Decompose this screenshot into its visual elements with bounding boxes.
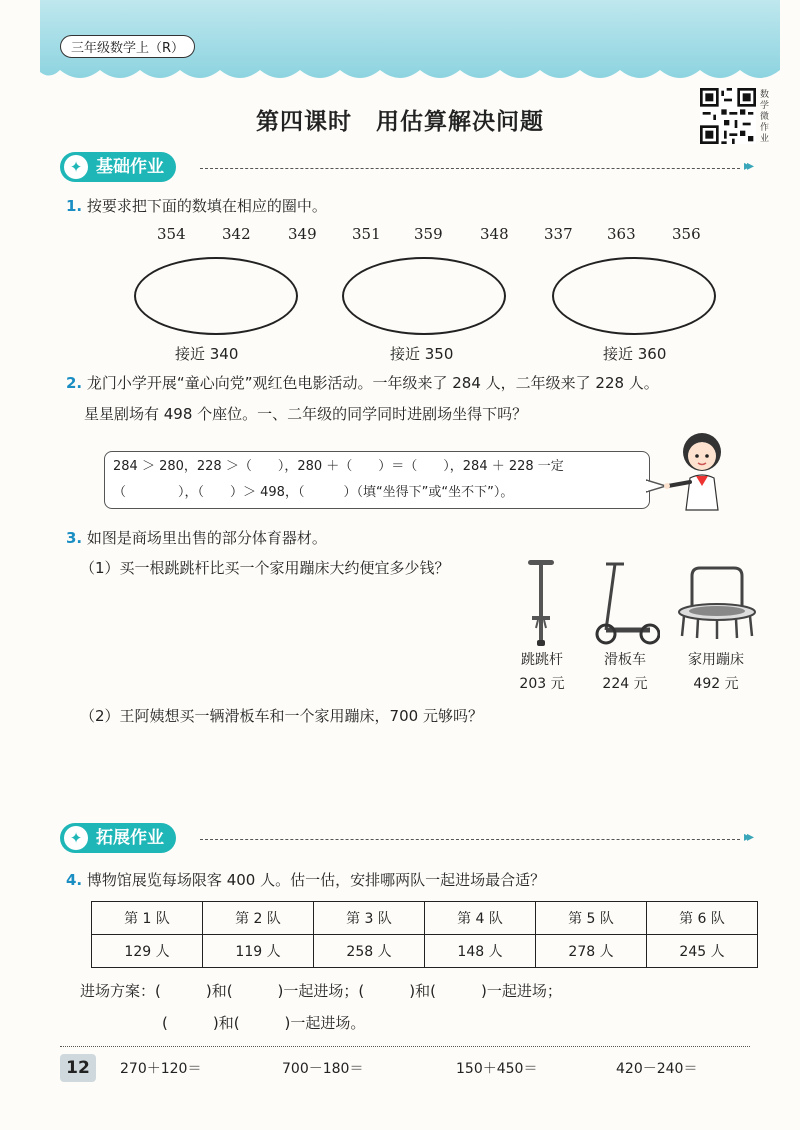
item-name: 滑板车 <box>604 652 646 668</box>
team-count: 129 人 <box>92 935 203 968</box>
question-1 <box>66 195 327 216</box>
subquestion-1: （1）买一根跳跳杆比买一个家用蹦床大约便宜多少钱？ <box>80 559 450 577</box>
question-text: 如图是商场里出售的部分体育器材。 <box>86 529 327 547</box>
circle-label: 接近 340 <box>175 345 239 363</box>
number-item: 342 <box>222 225 251 243</box>
team-count: 148 人 <box>425 935 536 968</box>
footer-divider <box>60 1046 750 1047</box>
number-item: 348 <box>480 225 509 243</box>
girl-illustration <box>662 428 744 512</box>
number-item: 363 <box>607 225 636 243</box>
team-header: 第 6 队 <box>647 902 758 935</box>
team-count: 258 人 <box>314 935 425 968</box>
question-2 <box>66 372 786 393</box>
pogo-stick-image <box>524 556 558 648</box>
double-chevron-icon: ▸▸ <box>744 158 751 174</box>
number-item: 354 <box>157 225 186 243</box>
section-badge-basic <box>60 152 176 182</box>
circle-label: 接近 350 <box>390 345 454 363</box>
item-pogo-stick <box>502 648 582 696</box>
plan-line1: 进场方案：( )和( )一起进场；( )和( )一起进场； <box>80 982 562 1000</box>
double-chevron-icon: ▸▸ <box>744 829 751 845</box>
item-price: 492 元 <box>693 676 739 692</box>
table-row <box>92 902 758 935</box>
item-price: 224 元 <box>602 676 648 692</box>
section-badge-extension <box>60 823 176 853</box>
plan-line2: ( )和( )一起进场。 <box>162 1014 366 1032</box>
teams-table <box>91 901 758 968</box>
question-number: 4. <box>66 871 83 889</box>
team-header: 第 1 队 <box>92 902 203 935</box>
question-text-line2: 星星剧场有 498 个座位。一、二年级的同学同时进剧场坐得下吗？ <box>84 405 528 423</box>
item-name: 跳跳杆 <box>521 652 563 668</box>
scooter-image <box>594 560 660 646</box>
qr-code-icon[interactable] <box>700 88 756 144</box>
team-header: 第 2 队 <box>203 902 314 935</box>
section-divider <box>200 168 740 169</box>
number-item: 349 <box>288 225 317 243</box>
page-title: 第四课时 用估算解决问题 <box>256 109 544 135</box>
team-header: 第 4 队 <box>425 902 536 935</box>
mental-calc: 150＋450＝ <box>456 1061 538 1077</box>
answer-circle-340[interactable] <box>134 257 298 335</box>
section-title-extension: 拓展作业 <box>96 828 164 848</box>
mental-calc: 270＋120＝ <box>120 1061 202 1077</box>
item-name: 家用蹦床 <box>688 652 744 668</box>
question-text-line1: 龙门小学开展“童心向党”观红色电影活动。一年级来了 284 人，二年级来了 228 人。 <box>86 374 659 392</box>
subquestion-2: （2）王阿姨想买一辆滑板车和一个家用蹦床，700 元够吗？ <box>80 707 483 725</box>
trampoline-image <box>676 566 758 640</box>
question-number: 2. <box>66 374 83 392</box>
item-scooter <box>585 648 665 696</box>
section-title-basic: 基础作业 <box>96 157 164 177</box>
lightbulb-icon: ✦ <box>64 826 88 850</box>
question-text: 按要求把下面的数填在相应的圈中。 <box>86 197 327 215</box>
answer-circle-350[interactable] <box>342 257 506 335</box>
item-trampoline <box>676 648 756 696</box>
team-header: 第 3 队 <box>314 902 425 935</box>
mental-calc: 420－240＝ <box>616 1061 698 1077</box>
table-row <box>92 935 758 968</box>
team-count: 119 人 <box>203 935 314 968</box>
team-header: 第 5 队 <box>536 902 647 935</box>
page-number: 12 <box>60 1054 96 1082</box>
grade-label: 三年级数学上（R） <box>60 35 195 58</box>
hint-box <box>104 451 650 509</box>
team-count: 278 人 <box>536 935 647 968</box>
question-number: 3. <box>66 529 83 547</box>
lightbulb-icon: ✦ <box>64 155 88 179</box>
number-item: 356 <box>672 225 701 243</box>
question-text: 博物馆展览每场限客 400 人。估一估，安排哪两队一起进场最合适？ <box>86 871 546 889</box>
number-item: 359 <box>414 225 443 243</box>
section-divider <box>200 839 740 840</box>
circle-label: 接近 360 <box>603 345 667 363</box>
question-4 <box>66 869 545 890</box>
number-item: 337 <box>544 225 573 243</box>
answer-circle-360[interactable] <box>552 257 716 335</box>
mental-calc: 700－180＝ <box>282 1061 364 1077</box>
question-number: 1. <box>66 197 83 215</box>
hint-line1: 284 ＞ 280，228 ＞（ ），280 ＋（ ）＝（ ），284 ＋ 228 一定 <box>113 459 564 474</box>
question-3 <box>66 527 327 548</box>
qr-note: 数学微作业 <box>760 90 770 144</box>
number-item: 351 <box>352 225 381 243</box>
hint-line2: （ ），（ ）＞ 498，（ ）（填“坐得下”或“坐不下”）。 <box>113 485 514 500</box>
team-count: 245 人 <box>647 935 758 968</box>
item-price: 203 元 <box>519 676 565 692</box>
